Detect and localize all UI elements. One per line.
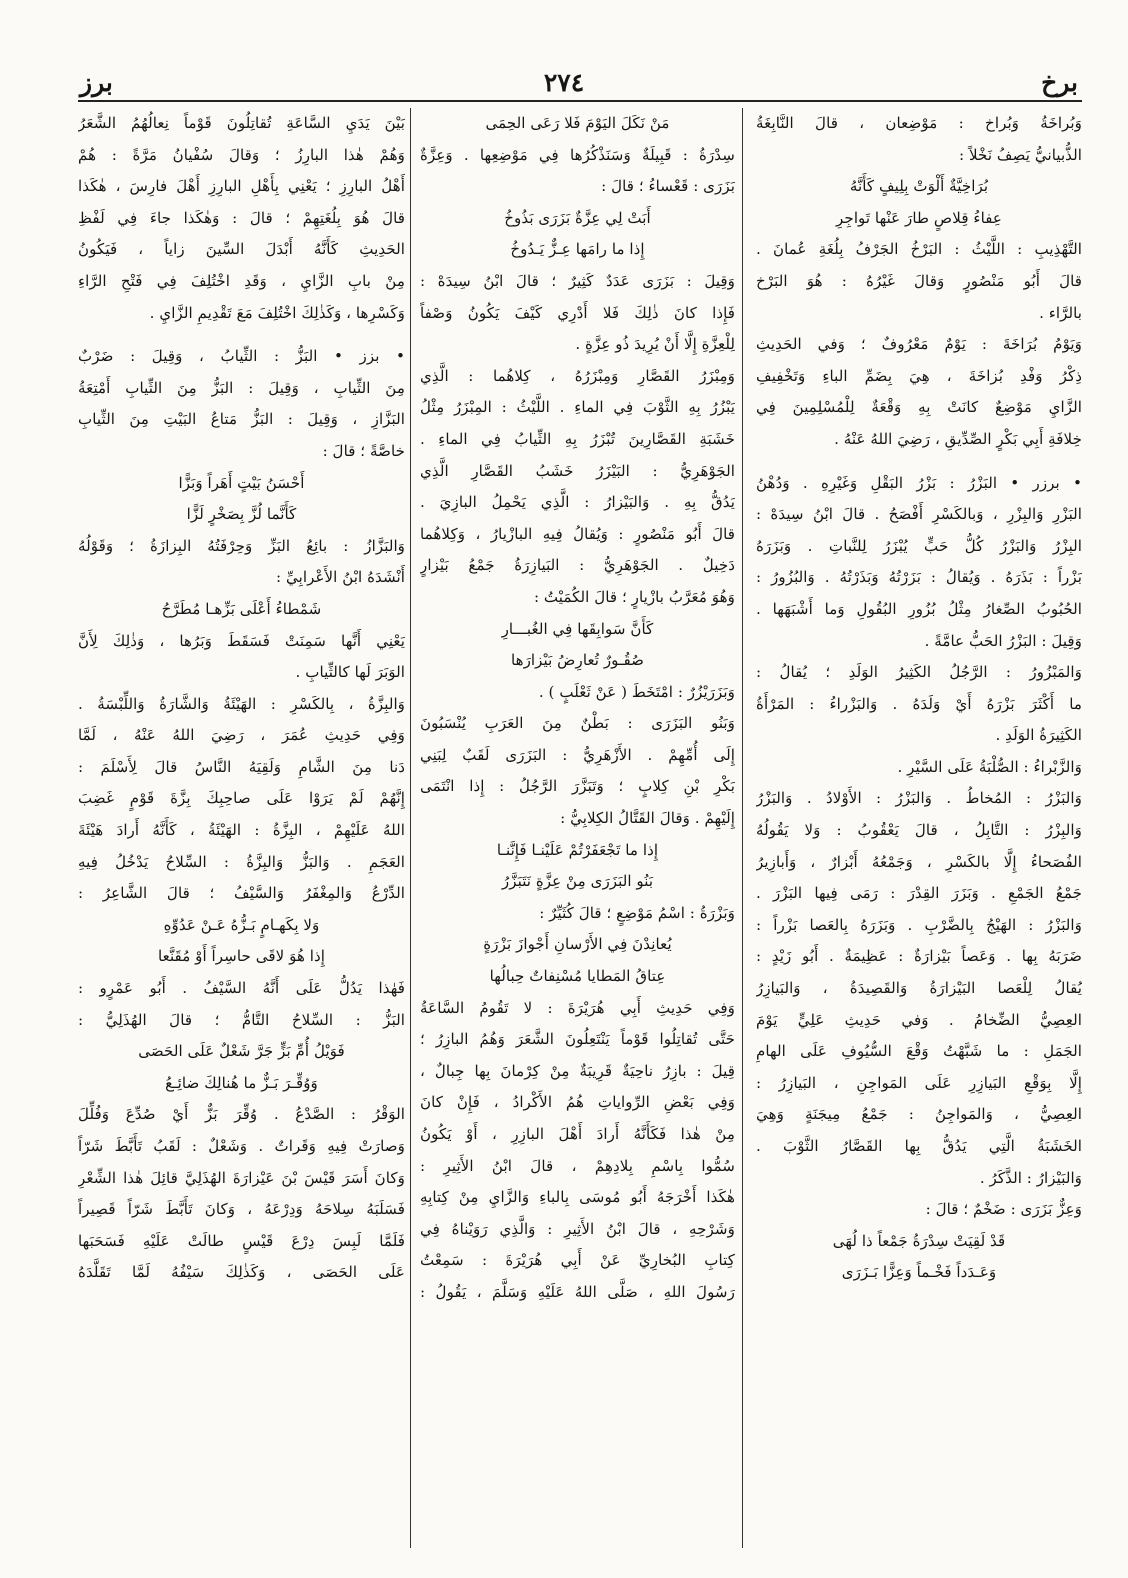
verse-line: إِذا ما رامَها عِـزٌّ يَـدُوخُ <box>510 240 645 259</box>
verse-line: كَأَنَّ سَوابِقَها فِي الغُبـــارِ <box>501 619 654 638</box>
text-line: البَزُّ : السِّلاحُ التَّامُّ ؛ قالَ الهُذَلِيُّ : <box>78 1010 405 1029</box>
page-number: ٢٧٤ <box>543 68 585 97</box>
text-line: حَتَّى تُقاتِلُوا قَوْماً يَنْتَعِلُونَ الشَّعَرَ وَهُمُ البازِرُ ؛ <box>420 1030 735 1049</box>
text-line: قالَ أَبُو مَنْصُورٍ وَقالَ غَيْرُهُ : هُوَ البَرْخ <box>756 271 1082 290</box>
text-line: وَالزَّبْراءُ : الصُّلْبَةُ عَلَى السَّيْرِ . <box>897 757 1082 776</box>
text-line: وَفِي حَدِيثِ أَبِي هُرَيْرَةَ : لا تَقُومُ السَّاعَةُ <box>420 998 735 1017</box>
text-line: الوَقْرُ : الصَّدْعُ . وُقِّرَ بَزٌّ أَيْ صُدِّعَ وَفُلِّلَ <box>78 1105 405 1124</box>
verse-line: أَحْسَنُ بَيْتٍ أَهَراً وَبَزًّا <box>178 473 305 492</box>
text-line: خاصَّةً ؛ قالَ : <box>322 441 405 460</box>
text-line: العَجَمِ . وَالبَزُّ وَالبِزَّةُ : السِّلاحُ يَدْخُلُ فِيهِ <box>78 852 405 871</box>
verse-line: إِذا هُوَ لاقَى حاسِراً أَوْ مُقَنَّعا <box>157 947 326 966</box>
text-line: العِصِيُّ ، وَالمَواجِنُ : جَمْعُ مِيجَنَةٍ وَهِيَ <box>756 1105 1082 1124</box>
header-rule <box>78 100 1082 102</box>
verse-line: يُعانِدْنَ فِي الأَرْسانِ أَجْوازَ بَزْرَةٍ <box>483 935 672 954</box>
text-line: وَالبَزْرُ : المُخاطُ . وَالبَزْرُ : الأَوْلادُ . وَالبَزْرُ <box>756 789 1082 808</box>
text-line: رَسُولَ اللهِ ، صَلَّى اللهُ عَلَيْهِ وَسَلَّمَ ، يَقُولُ : <box>420 1282 735 1301</box>
text-line: العِصِيُّ الضِّخامُ . وَفي حَدِيثِ عَلِيٍّ يَوْمَ <box>756 1010 1082 1029</box>
verse-line: بَنُو البَزَرَى مِنْ عِزَّةٍ نَتَبَزَّرُ <box>501 872 654 891</box>
text-line: بَكْرِ بْنِ كِلابٍ ؛ وَتَبَزَّرَ الرَّجُلُ : إِذا انْتَمَى <box>420 777 735 796</box>
text-line: الجَوْهَرِيُّ : البَيْزَرُ خَشَبُ القَصَّارِ الَّذِي <box>420 461 735 480</box>
text-line: الفُصَحاءُ إِلَّا بالكَسْرِ ، وَجَمْعُهُ أَبْزارٌ ، وَأَبازِيرُ <box>756 852 1082 871</box>
text-line: خَشَبَةِ القَصَّارِينَ تُبْزَرُ بِهِ الثِّيابُ فِي الماءِ . <box>420 429 735 448</box>
text-line: ما أَكْثَرَ بَزْرَهُ أَيْ وَلَدَهُ . وَالبَزْراءُ : المَرْأَةُ <box>756 694 1082 713</box>
text-line: وَالبِزْرُ : التَّابِلُ ، قالَ يَعْقُوبُ : وَلا يَقُولُهُ <box>756 821 1082 840</box>
text-line: الوَبَرَ لَها كالثِّيابِ . <box>295 663 405 682</box>
text-line: أَهْلُ البارِزِ ؛ يَعْنِي بِأَهْلِ البارِزِ أَهْلَ فارِسَ ، هٰكَذا <box>78 177 405 196</box>
text-line: سُمُّوا بِاسْمِ بِلادِهِمْ ، قالَ ابْنُ الأَثِيرِ : <box>420 1156 735 1175</box>
running-head-right: برخ <box>1041 68 1078 97</box>
verse-line: وَعَـدَداً فَخْـماً وَعِزًّا بَـزَرَى <box>841 1263 997 1282</box>
text-line: الزَّايِ مَوْضِعٌ كانَتْ بِهِ وَقْعَةٌ لِلْمُسْلِمِينَ فِي <box>756 398 1082 417</box>
verse-line: أَبَتْ لِي عِزَّةٌ بَزَرَى بَذُوخُ <box>504 208 651 227</box>
text-line: البِزْرُ وَالبَزْرُ كُلُّ حَبٍّ يُبْزَرُ لِلنَّباتِ . وَبَزَرَهُ <box>756 536 1082 555</box>
text-line: وَكَسْرِها ، وَكَذٰلِكَ اخْتُلِفَ مَعَ تَقْدِيمِ الزَّايِ . <box>149 303 405 322</box>
text-line: وَبَنُو البَزَرَى : بَطْنٌ مِنَ العَرَبِ يُنْسَبُونَ <box>420 714 735 733</box>
text-line: الحَدِيثِ كَأَنَّهُ أَبْدَلَ السِّينَ زاياً ، فَيَكُونُ <box>78 240 405 259</box>
text-line: الدِّرْعُ وَالمِغْفَرُ وَالسَّيْفُ ؛ قالَ الشَّاعِرُ : <box>78 884 405 903</box>
text-line: البَزْرِ وَالبِزْرِ ، وَبالكَسْرِ أَفْصَحُ . قالَ ابْنُ سِيدَهْ : <box>756 505 1082 524</box>
verse-line: كَأَنَّما لُزَّ بِصَخْرٍ لَزًّا <box>186 505 297 524</box>
text-line: فَلَمَّا لَبِسَ دِرْعَ قَيْسٍ طالَتْ عَلَيْهِ فَسَحَبَها <box>78 1231 405 1250</box>
text-line: وَبَزَرَيْزُرٌ : امْتَخَطَ ( عَنْ ثَعْلَبٍ ) . <box>538 682 735 701</box>
text-line: وَالبَزَّازُ : بائِعُ البَزِّ وَحِرْفَتُهُ البِزازَةُ ؛ وَقَوْلُهُ <box>78 536 405 555</box>
text-line: هٰكَذا أَخْرَجَهُ أَبُو مُوسَى بِالباءِ وَالزَّايِ مِنْ كِتابِهِ <box>420 1188 735 1207</box>
text-line: بَزْراً : بَذَرَهُ . وَيُقالُ : بَزَرْتُهُ وَبَذَرْتُهُ . وَالبُزُورُ : <box>756 568 1082 587</box>
text-line: دَخِيلٌ . الجَوْهَرِيُّ : البَيازِرَةُ جَمْعُ بَيْزارٍ <box>420 556 735 575</box>
text-line: يَبْزُرُ بِهِ الثَّوْبَ فِي الماءِ . اللَّيْثُ : المِبْزَرُ مِثْلُ <box>420 398 735 417</box>
text-line: الجَمَلِ : ما شَبَّهْتُ وَقْعَ السُّيُوفِ عَلَى الهامِ <box>756 1042 1082 1061</box>
text-line: إِنَّهُمْ لَمْ يَرَوْا عَلَى صاحِبِكَ بِزَّةَ قَوْمٍ غَضِبَ <box>78 789 405 808</box>
text-line: يُقالُ لِلْعَصا البَيْزارَةُ وَالقَصِيدَةُ ، وَالبَيازِرُ <box>756 979 1082 998</box>
running-head-left: برز <box>80 68 113 97</box>
text-line: وَمِبْزَرُ القَصَّارِ وَمِبْزَرُهُ ، كِلاهُما : الَّذِي <box>420 366 735 385</box>
text-line: وَالمَبْزُورُ : الرَّجُلُ الكَثِيرُ الوَلَدِ ؛ يُقالُ : <box>756 663 1082 682</box>
text-line: التَّهْذِيبِ : اللَّيْثُ : البَرْخُ الجَرْفُ بِلُغَةِ عُمانَ . <box>756 240 1082 259</box>
text-line: سِدْرَةُ : قَبِيلَةٌ وَسَنَذْكُرُها فِي مَوْضِعِها . وَعِزَّةٌ <box>420 145 735 164</box>
text-line: وَالبَيْزارُ : الذَّكَرُ . <box>979 1168 1082 1187</box>
text-line: وَهُوَ مُعَرَّبُ بازْيارٍ ؛ قالَ الكُمَيْتُ : <box>533 587 735 606</box>
text-line: عَلَى الحَصَى ، وَكَذٰلِكَ سَيْفُهُ لَمَّا تَقَلَّدَهُ <box>78 1263 405 1282</box>
column-middle <box>420 108 735 1548</box>
verse-line: إِذا ما تَجْعَفَرْتُمْ عَلَيْنـا فَإِنَّنـا <box>496 840 659 859</box>
verse-line: وَلا بِكَهـامٍ بَـزُّهُ عَـنْ عَدُوِّهِ <box>163 915 320 934</box>
text-line: وَفِي حَدِيثِ عُمَرَ ، رَضِيَ اللهُ عَنْهُ ، لَمَّا <box>78 726 405 745</box>
text-line: الكَثِيرَةُ الوَلَدِ . <box>995 726 1082 745</box>
column-left <box>78 108 405 1548</box>
text-line: ضَرَبَهُ بِها . وَعَصاً بَيْزارَةٌ : عَظِيمَةٌ . أَبُو زَيْدٍ : <box>756 947 1082 966</box>
verse-line: فَوَيْلُ أُمِّ بَزٍّ جَرَّ شَعْلٌ عَلَى الحَصَى <box>138 1042 345 1061</box>
text-line: ذِكْرُ وَفْدِ بُزاخَةَ ، هِيَ بِضَمِّ الباءِ وَتَخْفِيفِ <box>756 366 1082 385</box>
text-line: الحُبُوبُ الصِّغارُ مِثْلُ بُزُورِ البُقُولِ وَما أَشْبَهَها . <box>756 599 1082 618</box>
entry-heading-line: • بزز • البَزُّ : الثِّيابُ ، وَقِيلَ : ضَرْبٌ <box>78 347 405 366</box>
verse-line: عِفاءُ قِلاصٍ طارَ عَنْها تَواجِرِ <box>836 208 1002 227</box>
entry-heading-line: • برزر • البَزْرُ : بَزْرُ البَقْلِ وَغَيْرِهِ . وَدُهْنُ <box>756 473 1082 492</box>
text-line: وَفِي بَعْضِ الرِّواياتِ هُمُ الأَكْرادُ ، فَإِنْ كانَ <box>420 1093 735 1112</box>
column-right <box>756 108 1082 1548</box>
verse-line: قَدْ لَقِيَتْ سِدْرَةُ جَمْعاً ذا لُهَى <box>832 1231 1006 1250</box>
text-line: وَبُراخَةُ وَبُراخ : مَوْضِعان ، قالَ النَّابِغَةُ <box>756 114 1082 132</box>
column-divider <box>410 108 411 1548</box>
column-divider <box>742 108 743 1548</box>
text-line: وَكانَ أَسَرَ قَيْسَ بْنَ عَيْزارَةَ الهُذَلِيَّ قائِلَ هٰذا الشِّعْرِ <box>78 1168 405 1187</box>
text-line: البَزَّازِ ، وَقِيلَ : البَزُّ مَتاعُ البَيْتِ مِنَ الثِّيابِ <box>78 410 405 429</box>
text-line: إِلَيْهِمْ . وَقالَ القَتَّالُ الكِلابِيُّ : <box>560 809 735 828</box>
text-line: دَنا مِنَ الشَّامِ وَلَقِيَهُ النَّاسُ قالَ لِأَسْلَمَ : <box>78 757 405 776</box>
text-line: وَيَوْمُ بُرَاخَةَ : يَوْمٌ مَعْرُوفٌ ؛ وَفي الحَدِيثِ <box>756 335 1082 354</box>
text-line: وَقِيلَ : البَزْرُ الحَبُّ عامَّةً . <box>924 631 1082 650</box>
text-line: كِتابِ البُخارِيِّ عَنْ أَبِي هُرَيْرَةَ : سَمِعْتُ <box>420 1251 735 1270</box>
text-line: الخَشَبَةُ الَّتِي يَدُقُّ بِها القَصَّارُ الثَّوْبَ . <box>756 1137 1082 1155</box>
text-line: بالرَّاء . <box>1039 303 1082 322</box>
verse-line: صُقُـورٌ تُعارِضُ بَيْزارَها <box>510 651 645 670</box>
verse-line: بُرَاخِيَّةٌ أَلْوَتْ بِلِيفٍ كَأَنَّهُ <box>849 177 989 196</box>
verse-line: مَنْ نَكَلَ اليَوْمَ فَلا رَعَى الحِمَى <box>485 114 670 132</box>
verse-line: شَمْطاءُ أَعْلَى بَزِّهـا مُطَرَّحُ <box>161 599 322 618</box>
text-line: يَعْنِي أَنَّها سَمِنَتْ فَسَقَطَ وَبَرُها ، وَذٰلِكَ لِأَنَّ <box>78 631 405 650</box>
text-line: وَهُمْ هٰذا البارِزُ ؛ وَقالَ سُفْيانُ مَرَّةً : هُمْ <box>78 145 405 164</box>
verse-line: وَوُقِّـرَ بَـزٌّ ما هُنالِكَ ضائِـعُ <box>165 1073 318 1092</box>
text-line: فَإِذا كانَ ذٰلِكَ فَلا أَدْرِي كَيْفَ يَكُونُ وَصْفاً <box>420 303 735 322</box>
text-line: خِلافَةِ أَبِي بَكْرٍ الصِّدِّيقِ ، رَضِيَ اللهُ عَنْهُ . <box>834 429 1082 448</box>
text-line: فَسَلَبَهُ سِلاحَهُ وَدِرْعَهُ ، وَكانَ تَأَبَّطَ شَرّاً قَصِيراً <box>78 1200 405 1219</box>
text-line: إِلَى أُمِّهِمْ . الأَزْهَرِيُّ : البَزَرَى لَقَبٌ لِبَنِي <box>420 745 735 764</box>
verse-line: عِتاقُ المَطايا مُسْنِفاتٌ حِبالُها <box>489 967 666 986</box>
text-line: فَهٰذا يَدُلُّ عَلَى أَنَّهُ السَّيْفُ . أَبُو عَمْرٍو : <box>78 979 405 998</box>
text-line: أَنْشَدَهُ ابْنُ الأَعْرابِيِّ : <box>276 568 405 587</box>
text-line: الذُّبيانيُّ يَصِفُ نَخْلاً : <box>959 145 1082 164</box>
text-line: قالَ أَبُو مَنْصُورٍ : وَيُقالُ فِيهِ البازْيارُ ، وَكِلاهُما <box>420 524 735 543</box>
text-line: وَصارَتْ فِيهِ وَقَراتٌ . وَشَعْلٌ : لَقَبُ تَأَبَّطَ شَرّاً <box>78 1137 405 1155</box>
text-line: إِلَّا بِوَقْعِ البَيازِرِ عَلَى المَواجِنِ ، البَيازِرُ : <box>756 1073 1082 1092</box>
text-line: قِيلَ : بازِرُ ناحِيَةٌ قَرِيبَةٌ مِنْ كِرْمانَ بِها جِبالٌ ، <box>420 1061 735 1080</box>
text-line: وَالبِزَّةُ ، بِالكَسْرِ : الهَيْئَةُ وَالشَّارَةُ وَاللِّبْسَةُ . <box>78 694 405 713</box>
text-line: لِلْعِزَّةِ إِلَّا أَنْ يُرِيدَ ذُو عِزَّةٍ . <box>575 335 735 354</box>
text-line: وَبَزْرَةُ : اسْمُ مَوْضِعٍ ؛ قالَ كُثَيِّرٌ : <box>539 903 735 922</box>
text-line: اللهُ عَلَيْهِمْ ، البِزَّةُ : الهَيْئَةُ ، كَأَنَّهُ أَرادَ هَيْئَةَ <box>78 821 405 840</box>
text-line: بَيْنَ يَدَيِ السَّاعَةِ تُقاتِلُونَ قَوْماً نِعالُهُمُ الشَّعَرُ <box>78 114 405 132</box>
text-line: وَشَرْحِهِ ، قالَ ابْنُ الأَثِيرِ : وَالَّذِي رَوَيْناهُ فِي <box>420 1219 735 1238</box>
text-line: وَعِزٌّ بَزَرَى : ضَخْمٌ ؛ قالَ : <box>925 1200 1082 1219</box>
text-line: قالَ هُوَ بِلُغَتِهِمْ ؛ قالَ : وَهٰكَذا جاءَ فِي لَفْظِ <box>78 208 405 227</box>
text-line: وَالبَزْرُ : الهَيْجُ بِالضَّرْبِ . وَبَزَرَهُ بِالعَصا بَزْراً : <box>756 915 1082 934</box>
text-line: بَزَرَى : قَعْساءُ ؛ قالَ : <box>601 177 735 196</box>
text-line: مِنَ الثِّيابِ ، وَقِيلَ : البَزُّ مِنَ الثِّيابِ أَمْتِعَةُ <box>78 378 405 397</box>
text-line: مِنْ هٰذا فَكَأَنَّهُ أَرادَ أَهْلَ البازِرِ ، أَوْ يَكُونُ <box>420 1125 735 1143</box>
text-line: مِنْ بابِ الزَّايِ ، وَقَدِ اخْتُلِفَ فِي فَتْحِ الرَّاءِ <box>78 271 405 290</box>
text-line: جَمْعُ الجَمْعِ . وَبَزَرَ القِدْرَ : رَمَى فِيها البَزْرَ . <box>756 884 1082 903</box>
text-line: وَقِيلَ : بَزَرَى عَدَدٌ كَثِيرٌ ؛ قالَ ابْنُ سِيدَهْ : <box>420 271 735 290</box>
text-line: يَدُقُّ بِهِ . وَالبَيْزارُ : الَّذِي يَحْمِلُ البازِيَ . <box>420 493 735 512</box>
